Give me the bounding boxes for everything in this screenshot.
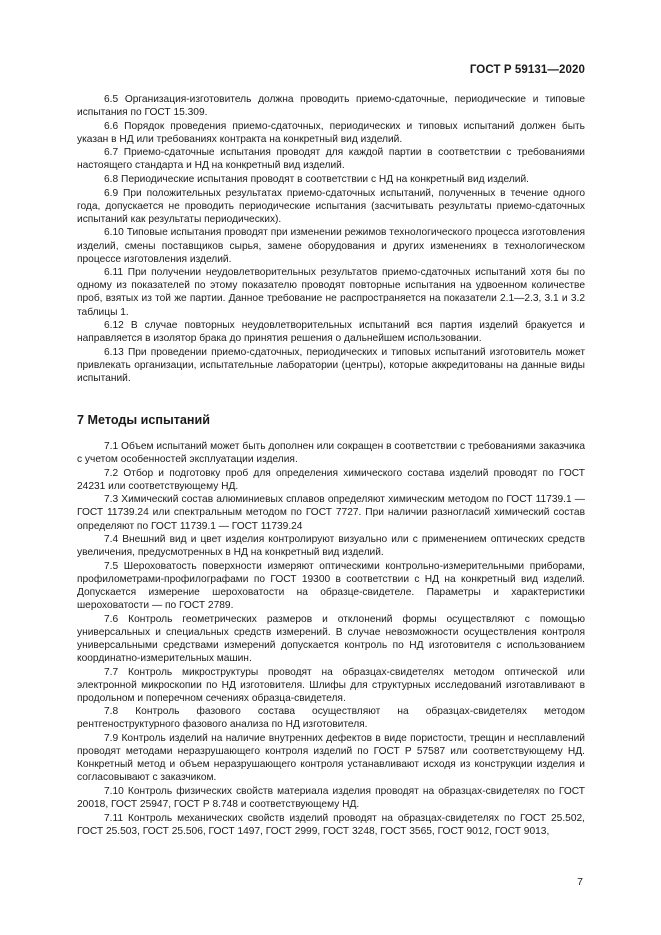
paragraph-7-2: 7.2 Отбор и подготовку проб для определения химического состава изделий проводят по ГОСТ 24231 или соответствующему НД. xyxy=(77,467,585,492)
section-6-body xyxy=(77,93,585,386)
paragraph-6-7: 6.7 Приемо-сдаточные испытания проводят для каждой партии в соответствии с требованиями настоящего стандарта и НД на конкретный вид изделий. xyxy=(77,147,585,172)
section-7-body xyxy=(77,440,585,838)
paragraph-7-10: 7.10 Контроль физических свойств материала изделия проводят на образцах-свидетелях по ГОСТ 20018, ГОСТ 25947, ГОСТ Р 8.748 и соответствующему НД. xyxy=(77,785,585,811)
section-7-heading-block xyxy=(77,413,585,427)
paragraph-7-6: 7.6 Контроль геометрических размеров и отклонений формы осуществляют с помощью универсальных и специальных средств измерений. В случае невозможности осуществления контроля универсальными средствами измерений допускается контроль по НД изготовителя с использованием координатно-измерительных машин. xyxy=(77,613,585,664)
paragraph-6-8: 6.8 Периодические испытания проводят в соответствии с НД на конкретный вид изделий. xyxy=(104,174,529,186)
paragraph-7-7: 7.7 Контроль микроструктуры проводят на образцах-свидетелях методом оптической или электронной микроскопии по НД изготовителя. Шлифы для структурных исследований изготавливают в продольном и поперечном сечениях образца-свидетеля. xyxy=(77,666,585,704)
paragraph-6-11: 6.11 При получении неудовлетворительных результатов приемо-сдаточных испытаний хотя бы по одному из показателей по этому показателю проводят повторные испытания на удвоенном количестве проб, взятых из той же партии. Данное требование не распространяется на показатели 2.1—2.3, 3.1 и 3.2 таблицы 1. xyxy=(77,267,585,318)
paragraph-7-8: 7.8 Контроль фазового состава осуществляют на образцах-свидетелях методом рентгеноструктурного фазового анализа по НД изготовителя. xyxy=(77,706,585,731)
paragraph-7-11: 7.11 Контроль механических свойств изделий проводят на образцах-свидетелях по ГОСТ 25.502, ГОСТ 25.503, ГОСТ 25.506, ГОСТ 1497, ГОСТ 2999, ГОСТ 3248, ГОСТ 3565, ГОСТ 9012, ГОСТ 9013, xyxy=(77,812,585,837)
section-title: 7 Методы испытаний xyxy=(77,413,210,427)
paragraph-6-10: 6.10 Типовые испытания проводят при изменении режимов технологического процесса изготовления изделий, смены поставщиков сырья, замене оборудования и других изменениях в технологическом процессе изготовления изделий. xyxy=(77,227,585,265)
paragraph-7-9: 7.9 Контроль изделий на наличие внутренних дефектов в виде пористости, трещин и несплавлений проводят методами неразрушающего контроля изделий по ГОСТ Р 57587 или соответствующему НД. Конкретный метод и объем неразрушающего контроля устанавливают исходя из конструкции изделия и согласовывают с заказчиком. xyxy=(77,733,585,784)
paragraph-7-3: 7.3 Химический состав алюминиевых сплавов определяют химическим методом по ГОСТ 11739.1 — ГОСТ 11739.24 или спектральным методом по ГОСТ 7727. При наличии разногласий химический состав определяют по ГОСТ 11739.1 — ГОСТ 11739.24 xyxy=(77,494,585,532)
paragraph-6-12: 6.12 В случае повторных неудовлетворительных испытаний вся партия изделий бракуется и направляется в изолятор брака до принятия решения о дальнейшем использовании. xyxy=(77,320,585,345)
paragraph-7-5: 7.5 Шероховатость поверхности измеряют оптическими контрольно-измерительными приборами, профилометрами-профилографами по ГОСТ 19300 в соответствии с НД на конкретный вид изделий. Допускается измерение шероховатости на образце-свидетеле. Параметры и характеристики шероховатости — по ГОСТ 2789. xyxy=(77,560,585,612)
paragraph-7-4: 7.4 Внешний вид и цвет изделия контролируют визуально или с применением оптических средств увеличения, предусмотренных в НД на конкретный вид изделий. xyxy=(77,534,585,559)
paragraph-6-9: 6.9 При положительных результатах приемо-сдаточных испытаний, полученных в течение одного года, допускается не проводить периодические испытания (засчитывать результаты приемо-сдаточных испытаний как результаты периодических). xyxy=(77,187,585,225)
paragraph-6-5: 6.5 Организация-изготовитель должна проводить приемо-сдаточные, периодические и типовые испытания по ГОСТ 15.309. xyxy=(77,94,585,119)
document-code: ГОСТ Р 59131—2020 xyxy=(469,64,585,76)
page-number: 7 xyxy=(577,876,583,888)
paragraph-6-13: 6.13 При проведении приемо-сдаточных, периодических и типовых испытаний изготовитель может привлекать организации, испытательные лаборатории (центры), которые аккредитованы на данные виды испытаний. xyxy=(77,346,585,384)
paragraph-7-1: 7.1 Объем испытаний может быть дополнен или сокращен в соответствии с требованиями заказчика с учетом особенностей эксплуатации изделия. xyxy=(77,441,585,466)
paragraph-6-6: 6.6 Порядок проведения приемо-сдаточных, периодических и типовых испытаний должен быть указан в НД или требованиях контракта на конкретный вид изделий. xyxy=(77,120,585,145)
